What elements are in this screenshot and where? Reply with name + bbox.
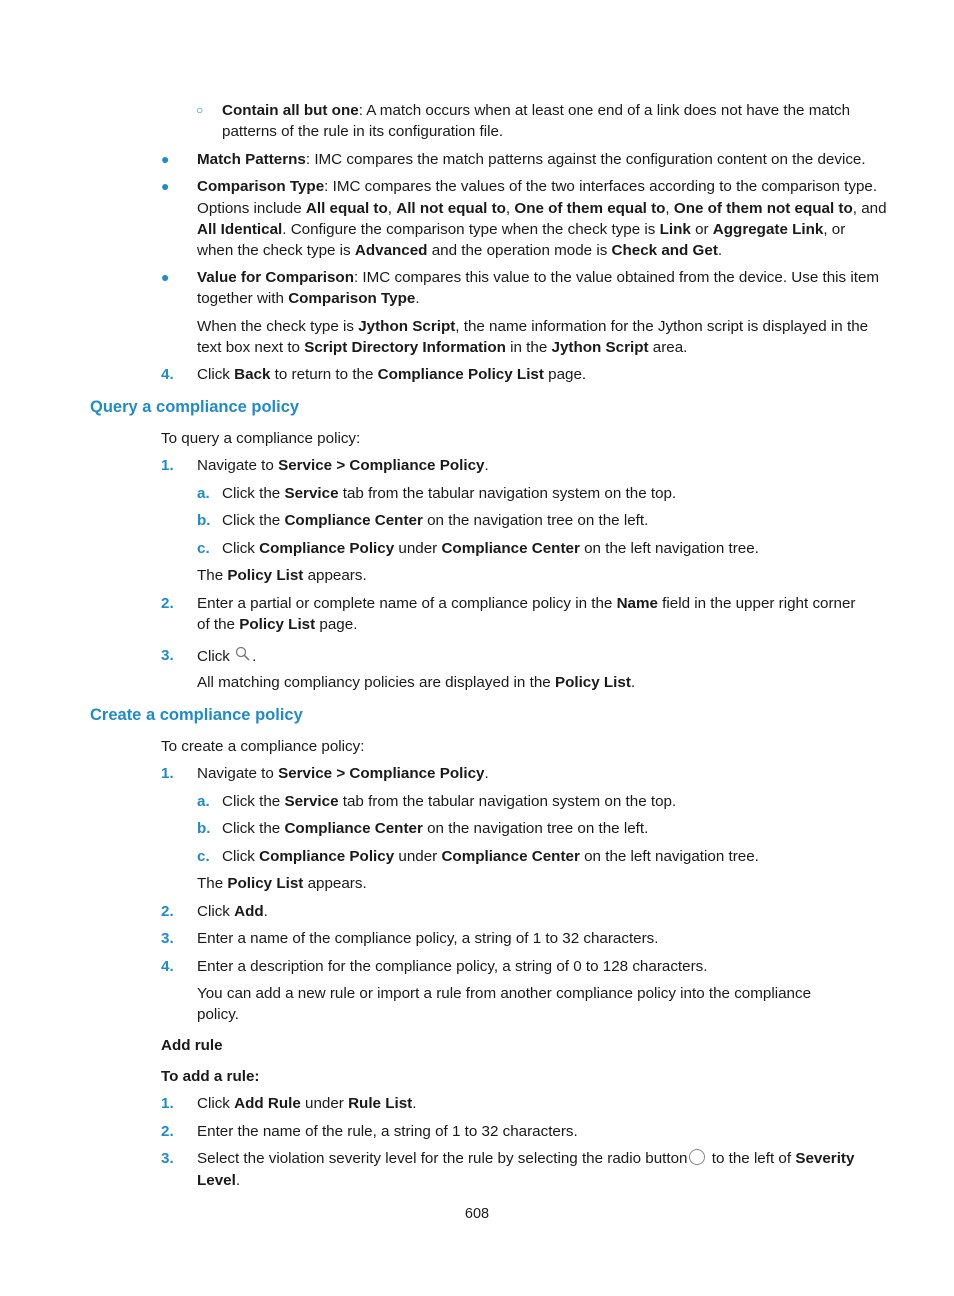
step-number: 2. [161, 1123, 174, 1140]
bullet-comparison-type-line-3 [197, 219, 845, 240]
text: Navigate to [197, 765, 279, 782]
text: on the left navigation tree. [579, 540, 759, 557]
step-number: 4. [161, 958, 174, 975]
heading-create-compliance-policy: Create a compliance policy [90, 706, 303, 724]
bullet-marker: ● [161, 151, 170, 167]
sub-step-letter: a. [197, 793, 210, 810]
term: Policy List [227, 567, 304, 584]
bullet-comparison-type-line-1 [197, 176, 877, 197]
text: Click the [222, 793, 285, 810]
text: in the [505, 339, 552, 356]
create-note-line-1: You can add a new rule or import a rule from another compliance policy into the compliance [197, 985, 812, 1002]
add-rule-intro: To add a rule: [161, 1068, 260, 1085]
note-line-1 [197, 316, 868, 337]
term: Name [616, 595, 658, 612]
bullet-match-patterns [197, 149, 866, 170]
term: One of them equal to [514, 200, 666, 217]
create-sub-step-b [222, 818, 648, 839]
text: Navigate to [197, 457, 279, 474]
term: Jython Script [551, 339, 649, 356]
create-step-2 [197, 901, 268, 922]
query-sub-step-c [222, 538, 759, 559]
term: Compliance Policy [259, 540, 395, 557]
heading-add-rule: Add rule [161, 1037, 223, 1054]
note-line-2 [197, 337, 687, 358]
text: Options include [197, 200, 306, 217]
sub-step-letter: c. [197, 540, 210, 557]
term: Compliance Center [441, 540, 580, 557]
text: Click [197, 1095, 235, 1112]
step-number: 1. [161, 765, 174, 782]
term: Severity [795, 1150, 855, 1167]
text: . [252, 648, 257, 665]
text: to return to the [270, 366, 378, 383]
sub-step-letter: b. [197, 512, 211, 529]
create-step-1 [197, 763, 489, 784]
term: Service [284, 793, 339, 810]
create-step-3: Enter a name of the compliance policy, a string of 1 to 32 characters. [197, 930, 659, 947]
text: area. [648, 339, 688, 356]
term: Compliance Policy List [377, 366, 544, 383]
add-rule-step-1 [197, 1093, 416, 1114]
text: on the navigation tree on the left. [422, 512, 649, 529]
query-step-1 [197, 455, 489, 476]
text: . [235, 1172, 241, 1189]
query-step-2-line-1 [197, 593, 856, 614]
term: Service > Compliance Policy [278, 457, 485, 474]
term: Add Rule [234, 1095, 301, 1112]
create-sub-step-c [222, 846, 759, 867]
text: when the check type is [197, 242, 355, 259]
text: . [484, 765, 489, 782]
bullet-marker: ● [161, 178, 170, 194]
term: Aggregate Link [712, 221, 824, 238]
sub-bullet-line-1 [222, 100, 850, 121]
text: , [387, 200, 397, 217]
term: Compliance Center [284, 512, 423, 529]
step-number: 3. [161, 647, 174, 664]
text: Enter a partial or complete name of a compliance policy in the [197, 595, 617, 612]
term: Compliance Center [441, 848, 580, 865]
sub-step-letter: b. [197, 820, 211, 837]
term: Back [234, 366, 271, 383]
text: All matching compliancy policies are displayed in the [197, 674, 555, 691]
sub-step-letter: c. [197, 848, 210, 865]
radio-button-icon [689, 1149, 705, 1165]
step-number: 3. [161, 1150, 174, 1167]
bullet-comparison-type-line-4 [197, 240, 722, 261]
text: Click the [222, 512, 285, 529]
text: Click [197, 648, 235, 665]
term: All Identical [197, 221, 283, 238]
query-intro: To query a compliance policy: [161, 430, 361, 447]
term: Link [659, 221, 691, 238]
query-step-3 [197, 645, 256, 669]
step-back [197, 364, 586, 385]
text: and the operation mode is [427, 242, 612, 259]
heading-query-compliance-policy: Query a compliance policy [90, 398, 300, 416]
page-number: 608 [464, 1206, 490, 1222]
term: Match Patterns [197, 151, 306, 168]
text: . [717, 242, 723, 259]
text: . [415, 290, 420, 307]
text: : IMC compares the values of the two interfaces according to the comparison type. [324, 178, 878, 195]
term: Script Directory Information [304, 339, 506, 356]
text: , and [852, 200, 887, 217]
text: appears. [303, 567, 367, 584]
query-sub-step-b [222, 510, 648, 531]
step-number: 4. [161, 366, 174, 383]
text: tab from the tabular navigation system on the top. [338, 793, 677, 810]
create-policy-list-appears [197, 873, 367, 894]
term: Policy List [239, 616, 316, 633]
query-step-2-line-2 [197, 614, 357, 635]
term: Contain all but one [222, 102, 359, 119]
text: : IMC compares this value to the value obtained from the device. Use this item [353, 269, 880, 286]
text: Click [197, 366, 235, 383]
text: to the left of [707, 1150, 796, 1167]
text: tab from the tabular navigation system on the top. [338, 485, 677, 502]
text: text box next to [197, 339, 305, 356]
sub-bullet-marker: ○ [196, 103, 204, 117]
text: The [197, 875, 228, 892]
term: All not equal to [396, 200, 506, 217]
term: Jython Script [358, 318, 456, 335]
term: Service [284, 485, 339, 502]
text: page. [543, 366, 587, 383]
text: Click [222, 848, 260, 865]
term: All equal to [305, 200, 388, 217]
bullet-comparison-type-line-2 [197, 198, 887, 219]
text: Click [197, 903, 235, 920]
bullet-value-for-comparison-line-1 [197, 267, 879, 288]
query-policy-list-appears [197, 565, 367, 586]
term: Compliance Center [284, 820, 423, 837]
text: . [630, 674, 636, 691]
term: Policy List [554, 674, 631, 691]
term: Comparison Type [288, 290, 416, 307]
add-rule-step-2: Enter the name of the rule, a string of 1 to 32 characters. [197, 1123, 578, 1140]
step-number: 1. [161, 457, 174, 474]
add-rule-step-3-line-1 [197, 1148, 854, 1169]
text: . [412, 1095, 417, 1112]
text: together with [197, 290, 289, 307]
create-note-line-2: policy. [197, 1006, 239, 1023]
text: Select the violation severity level for the rule by selecting the radio button [197, 1150, 688, 1167]
text: , [665, 200, 674, 217]
text: . [484, 457, 489, 474]
term: One of them not equal to [673, 200, 853, 217]
text: , the name information for the Jython script is displayed in the [455, 318, 869, 335]
bullet-value-for-comparison-line-2 [197, 288, 420, 309]
add-rule-step-3-line-2 [197, 1170, 240, 1191]
text: Click the [222, 485, 285, 502]
text: page. [315, 616, 358, 633]
text: When the check type is [197, 318, 359, 335]
text: of the [197, 616, 240, 633]
text: . Configure the comparison type when the check type is [282, 221, 660, 238]
text: field in the upper right corner [657, 595, 856, 612]
sub-step-letter: a. [197, 485, 210, 502]
text: on the left navigation tree. [579, 848, 759, 865]
bullet-marker: ● [161, 269, 170, 285]
term: Service > Compliance Policy [278, 765, 485, 782]
query-result [197, 672, 635, 693]
text: or [690, 221, 713, 238]
sub-bullet-line-2: patterns of the rule in its configuration file. [222, 123, 504, 140]
step-number: 3. [161, 930, 174, 947]
text: , [505, 200, 515, 217]
text: under [300, 1095, 349, 1112]
create-step-4: Enter a description for the compliance policy, a string of 0 to 128 characters. [197, 958, 708, 975]
text: on the navigation tree on the left. [422, 820, 649, 837]
create-intro: To create a compliance policy: [161, 738, 365, 755]
text: The [197, 567, 228, 584]
text: : IMC compares the match patterns against the configuration content on the device. [305, 151, 866, 168]
text: : A match occurs when at least one end of a link does not have the match [358, 102, 851, 119]
text: Click the [222, 820, 285, 837]
step-number: 1. [161, 1095, 174, 1112]
text: under [394, 848, 442, 865]
text: under [394, 540, 442, 557]
term: Value for Comparison [197, 269, 354, 286]
text: . [263, 903, 268, 920]
term: Level [197, 1172, 236, 1189]
text: , or [823, 221, 846, 238]
step-number: 2. [161, 595, 174, 612]
term: Advanced [354, 242, 428, 259]
step-number: 2. [161, 903, 174, 920]
text: Click [222, 540, 260, 557]
create-sub-step-a [222, 791, 676, 812]
term: Check and Get [611, 242, 718, 259]
search-icon [234, 645, 252, 669]
term: Policy List [227, 875, 304, 892]
term: Compliance Policy [259, 848, 395, 865]
text: appears. [303, 875, 367, 892]
term: Add [234, 903, 264, 920]
query-sub-step-a [222, 483, 676, 504]
term: Rule List [348, 1095, 413, 1112]
term: Comparison Type [197, 178, 325, 195]
